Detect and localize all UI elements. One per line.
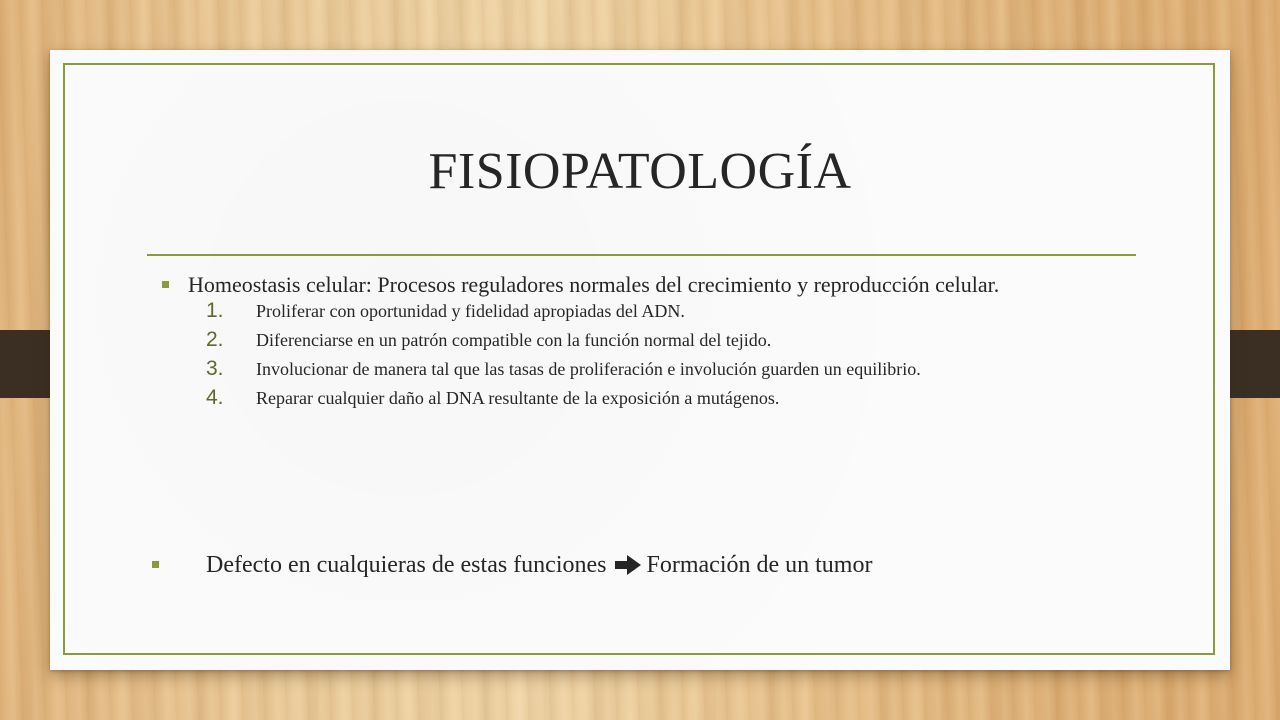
bullet-list xyxy=(158,272,1118,417)
list-item-number: 4. xyxy=(206,386,224,409)
main-bullet xyxy=(158,272,1118,409)
title-divider xyxy=(147,254,1136,256)
list-item-number: 3. xyxy=(206,357,224,380)
list-item-number: 1. xyxy=(206,299,224,322)
main-bullet-text: Homeostasis celular: Procesos reguladores normales del crecimiento y reproducción celular. xyxy=(188,272,1000,297)
slide-title: FISIOPATOLOGÍA xyxy=(428,143,852,200)
list-item-text: Proliferar con oportunidad y fidelidad apropiadas del ADN. xyxy=(256,301,685,321)
square-bullet-icon xyxy=(162,281,169,288)
list-item xyxy=(188,359,1118,380)
conclusion-effect-text: Formación de un tumor xyxy=(646,552,873,578)
conclusion-bullet xyxy=(158,550,1166,580)
conclusion-cause-text: Defecto en cualquieras de estas funciones xyxy=(206,552,607,578)
list-item-text: Diferenciarse en un patrón compatible con la función normal del tejido. xyxy=(256,330,772,350)
list-item-text: Involucionar de manera tal que las tasas de proliferación e involución guarden un equilibrio. xyxy=(256,359,921,379)
slide-paper xyxy=(50,50,1230,670)
list-item-number: 2. xyxy=(206,328,224,351)
list-item-text: Reparar cualquier daño al DNA resultante de la exposición a mutágenos. xyxy=(256,388,780,408)
numbered-list xyxy=(188,301,1118,409)
list-item xyxy=(188,301,1118,322)
right-arrow-icon xyxy=(615,555,641,575)
list-item xyxy=(188,330,1118,351)
square-bullet-icon xyxy=(152,561,159,568)
list-item xyxy=(188,388,1118,409)
